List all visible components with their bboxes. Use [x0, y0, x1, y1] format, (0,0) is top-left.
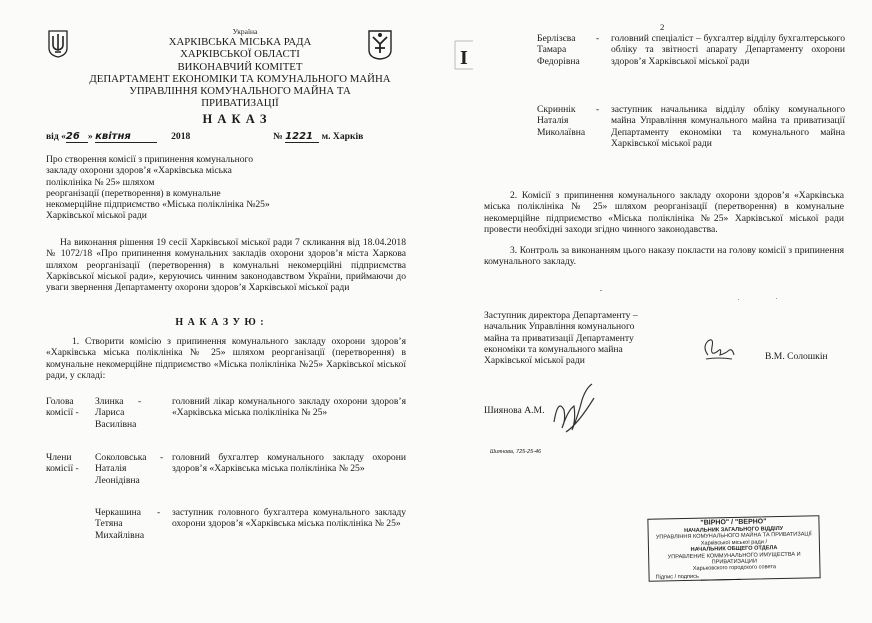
- title-line: некомерційне підприємство «Міська поліклініка №25»: [46, 199, 270, 211]
- header-line: ВИКОНАВЧИЙ КОМІТЕТ: [177, 60, 303, 73]
- date-mid: »: [87, 131, 93, 142]
- certification-stamp: [647, 515, 820, 582]
- signatory-line: Харківської міської ради: [484, 355, 585, 367]
- number-prefix: №: [273, 131, 283, 142]
- signatory-name: В.М. Солошкін: [765, 351, 828, 362]
- member-dash: -: [596, 104, 600, 115]
- order-title: [46, 154, 336, 222]
- scan-speck: [600, 290, 602, 291]
- order-heading: Н А К А З У Ю :: [175, 317, 265, 328]
- header-line: УПРАВЛІННЯ КОМУНАЛЬНОГО МАЙНА ТА: [129, 85, 351, 98]
- scan-speck: [776, 298, 777, 299]
- member-name: Скриннік Наталія Миколаївна: [537, 104, 586, 138]
- stamp-line: "ВІРНО" / "ВЕРНО": [700, 518, 767, 527]
- date-year: 2018: [171, 131, 191, 142]
- signatory-line: начальник Управління комунального: [484, 321, 635, 333]
- signatory-title: [484, 310, 694, 366]
- stamp-sign-label: Підпис / подпись: [655, 573, 699, 581]
- city: м. Харків: [321, 131, 364, 142]
- stamp-line: УПРАВЛЕНИЕ КОММУНАЛЬНОГО ИМУЩЕСТВА И ПРИВАТИЗАЦИИ: [667, 551, 801, 566]
- scan-speck: [738, 299, 739, 300]
- stamp-line: УПРАВЛІННЯ КОМУНАЛЬНОГО МАЙНА ТА ПРИВАТИЗАЦІЇ: [655, 531, 812, 542]
- member-name: Черкашина Тетяна Михайлівна: [95, 507, 145, 541]
- member-position: головний лікар комунального закладу охорони здоров’я «Харківська міська поліклініка № 25»: [172, 396, 406, 419]
- member-dash: -: [160, 452, 164, 463]
- stamp-line: Харьковского городского совета: [692, 564, 777, 573]
- signatory-line: економіки та комунального майна: [484, 343, 623, 355]
- header-line: ДЕПАРТАМЕНТ ЕКОНОМІКИ ТА КОМУНАЛЬНОГО МАЙНА: [89, 72, 391, 85]
- date-month: квітня: [95, 131, 157, 143]
- item-1: 1. Створити комісію з припинення комунального закладу охорони здоров’я «Харківська міська поліклініка № 25» шляхом реорганізації (перетворення) в комунальне некомерційне підприємство «Міська поліклініка №25» Харківської міської ради, у складі:: [46, 336, 406, 381]
- page-number: 2: [660, 22, 665, 32]
- scan-edge-mark: [453, 40, 475, 70]
- title-line: закладу охорони здоров’я «Харківська міська: [46, 165, 232, 177]
- signatory-line: майна та приватизації Департаменту: [484, 332, 634, 344]
- member-dash: -: [138, 396, 142, 407]
- header-line: ПРИВАТИЗАЦІЇ: [201, 97, 279, 110]
- head-role-label: Голова комісії -: [46, 396, 79, 419]
- stamp-line: НАЧАЛЬНИК ОБЩЕГО ОТДЕЛА: [690, 545, 778, 554]
- title-line: реорганізації (перетворення) в комунальне: [46, 187, 221, 199]
- member-dash: -: [157, 507, 161, 518]
- member-position: головний бухгалтер комунального закладу охорони здоров’я «Харківська міська поліклініка № 25»: [172, 452, 406, 475]
- svg-text:I: I: [460, 47, 468, 69]
- item-3: 3. Контроль за виконанням цього наказу покласти на голову комісії з припинення комунального закладу.: [484, 245, 844, 268]
- director-signature: [698, 333, 738, 367]
- executor-signature: [548, 380, 608, 438]
- member-dash: -: [596, 33, 600, 44]
- executor-phone: Шиянова, 725-25-46: [490, 449, 542, 455]
- member-name: Берлізєва Тамара Федорівна: [537, 33, 580, 67]
- member-position: заступник головного бухгалтера комунального закладу охорони здоров’я «Харківська міська поліклініка № 25»: [172, 507, 406, 530]
- member-position: заступник начальника відділу обліку комунального майна Управління комунального майна та приватизації Департаменту економіки та комунального майна Харківської міської ради: [611, 104, 845, 149]
- signatory-line: Заступник директора Департаменту –: [484, 310, 638, 321]
- title-line: поліклініка № 25» шляхом: [46, 176, 155, 188]
- title-line: Про створення комісії з припинення комунального: [46, 154, 253, 165]
- preamble: На виконання рішення 19 сесії Харківської міської ради 7 скликання від 18.04.2018 № 1072/18 «Про припинення комунальних закладів охорони здоров’я міста Харкова шляхом реорганізації (перетворення) в комунальні некомерційні підприємства Харківської міської ради», керуючись чинним законодавством України, приймаючи до уваги звернення Департаменту охорони здоров’я Харківської міської ради: [46, 237, 406, 294]
- member-position: головний спеціаліст – бухгалтер відділу бухгалтерського обліку та звітності апарату Департаменту охорони здоров’я Харківської міської ради: [611, 33, 845, 67]
- date-prefix: від «: [46, 131, 66, 142]
- stamp-line: Харківської міської ради /: [700, 539, 768, 547]
- order-number: 1221: [285, 131, 319, 143]
- country-label: Україна: [232, 27, 258, 36]
- member-name: Соколовська Наталія Леонідівна: [95, 452, 147, 486]
- header-line: ХАРКІВСЬКА МІСЬКА РАДА: [168, 36, 312, 48]
- stamp-signature-scribble: [700, 573, 740, 581]
- item-2: 2. Комісії з припинення комунального закладу охорони здоров’я «Харківська міська поліклініка № 25» шляхом реорганізації (перетворення) в комунальне некомерційне підприємство «Міська поліклініка №25» Харківської міської ради провести необхідні заходи згідно чинного законодавства.: [484, 190, 844, 235]
- title-line: Харківської міської ради: [46, 210, 147, 222]
- members-role-label: Члени комісії -: [46, 452, 79, 475]
- executor-name: Шиянова А.М.: [484, 405, 545, 416]
- date-day: 26: [66, 131, 88, 143]
- header-line: ХАРКІВСЬКОЇ ОБЛАСТІ: [180, 48, 300, 61]
- member-name: Злинка Лариса Василівна: [95, 396, 137, 430]
- order-date-number: [46, 131, 396, 143]
- document-type: Н А К А З: [202, 112, 268, 126]
- stamp-line: НАЧАЛЬНИК ЗАГАЛЬНОГО ВІДДІЛУ: [684, 525, 784, 535]
- header-block: [60, 36, 420, 110]
